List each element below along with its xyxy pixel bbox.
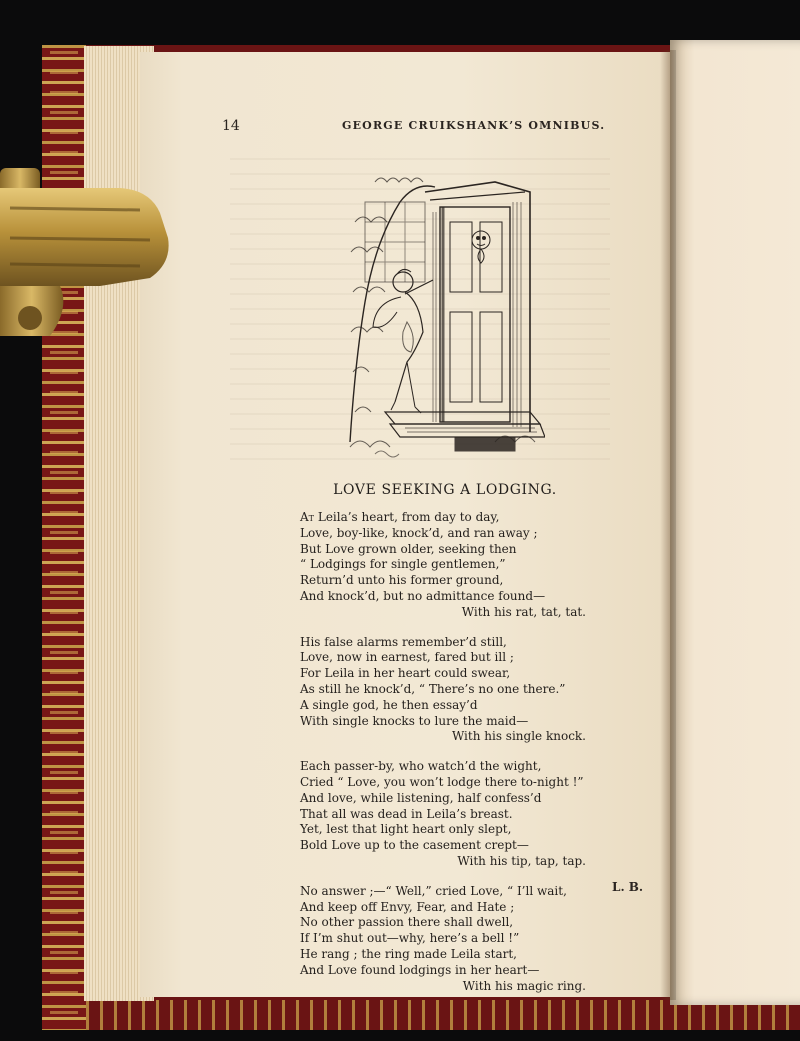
poem-refrain: With his rat, tat, tat.	[461, 604, 586, 619]
poem-body	[300, 510, 590, 1008]
stanza-2	[300, 635, 590, 746]
page-gutter	[660, 50, 676, 1000]
stanza-1	[300, 510, 590, 621]
page-header	[222, 118, 622, 138]
poem-line: Bold Love up to the casement crept—	[300, 838, 529, 853]
poem-line: And Love found lodgings in her heart—	[300, 962, 540, 977]
poem-line: Love, boy-like, knock’d, and ran away ;	[300, 525, 538, 540]
poem-line: If I’m shut out—why, here’s a bell !”	[300, 931, 520, 946]
poem-line: With single knocks to lure the maid—	[300, 713, 529, 728]
poem-refrain: With his tip, tap, tap.	[457, 853, 586, 868]
poem-line: He rang ; the ring made Leila start,	[300, 946, 517, 961]
stanza-4	[300, 884, 590, 995]
author-initials: L. B.	[612, 880, 644, 894]
poem-line: That all was dead in Leila’s breast.	[300, 806, 513, 821]
poem-line: Yet, lest that light heart only slept,	[300, 822, 512, 837]
poem-line: And keep off Envy, Fear, and Hate ;	[300, 899, 515, 914]
poem-line: As still he knock’d, “ There’s no one there.”	[300, 681, 566, 696]
poem-line: And knock’d, but no admittance found—	[300, 588, 546, 603]
poem-line: Cried “ Love, you won’t lodge there to-night !”	[300, 774, 584, 789]
poem-line: “ Lodgings for single gentlemen,”	[300, 557, 506, 572]
stanza-3	[300, 759, 590, 870]
poem-refrain: With his magic ring.	[462, 978, 586, 993]
poem-refrain: With his single knock.	[451, 729, 586, 744]
right-page	[670, 40, 800, 1005]
poem-line: But Love grown older, seeking then	[300, 541, 517, 556]
poem-line: And love, while listening, half confess’d	[300, 790, 542, 805]
poem-title: LOVE SEEKING A LODGING.	[333, 482, 557, 498]
brass-clip-icon	[0, 168, 178, 338]
page-number: 14	[222, 118, 240, 134]
cupid-at-door-engraving	[345, 162, 545, 464]
poem-line: Return’d unto his former ground,	[300, 573, 504, 588]
poem-line: Each passer-by, who watch’d the wight,	[300, 759, 542, 774]
poem-line: Love, now in earnest, fared but ill ;	[300, 650, 514, 665]
poem-line: For Leila in her heart could swear,	[300, 666, 511, 681]
poem-line: His false alarms remember’d still,	[300, 634, 507, 649]
drop-word: At	[300, 510, 315, 524]
poem-line: A single god, he then essay’d	[300, 697, 478, 712]
poem-line: No answer ;—“ Well,” cried Love, “ I’ll wait,	[300, 883, 567, 898]
running-head: GEORGE CRUIKSHANK’S OMNIBUS.	[342, 119, 606, 132]
poem-line: At Leila’s heart, from day to day,	[300, 510, 500, 524]
poem-line: No other passion there shall dwell,	[300, 915, 514, 930]
